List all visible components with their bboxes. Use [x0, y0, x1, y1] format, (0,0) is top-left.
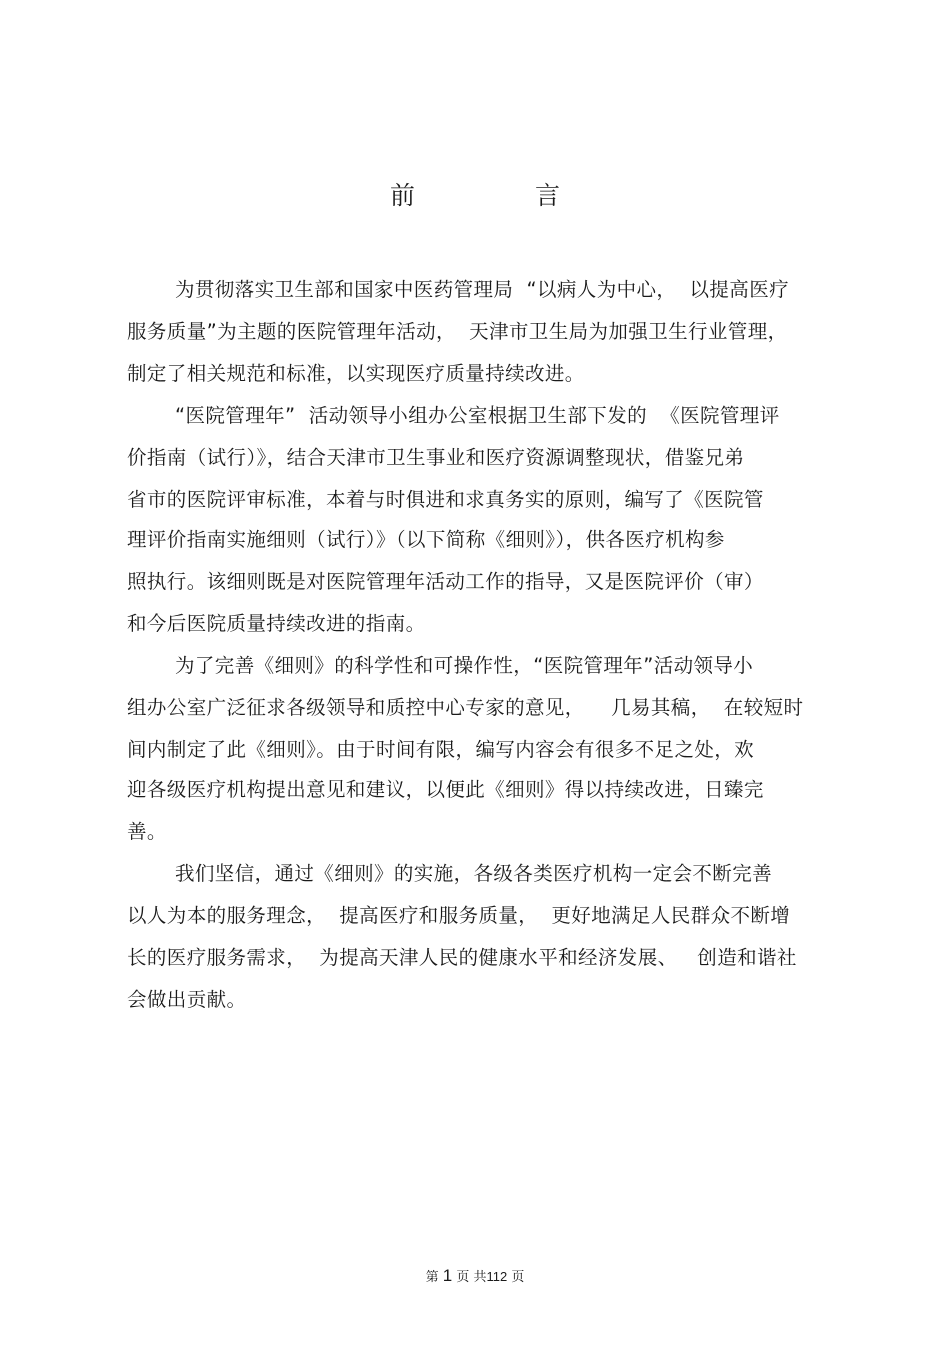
- paragraph-line: 为了完善《细则》的科学性和可操作性，“医院管理年”活动领导小: [175, 654, 754, 677]
- paragraph-line: 以人为本的服务理念， 提高医疗和服务质量， 更好地满足人民群众不断增: [127, 904, 791, 927]
- paragraph-line: 省市的医院评审标准，本着与时俱进和求真务实的原则，编写了《医院管: [127, 488, 764, 511]
- paragraph-line: 我们坚信，通过《细则》的实施，各级各类医疗机构一定会不断完善: [175, 862, 773, 885]
- paragraph-line: 制定了相关规范和标准，以实现医疗质量持续改进。: [127, 362, 585, 385]
- paragraph-line: 为贯彻落实卫生部和国家中医药管理局 “以病人为中心， 以提高医疗: [175, 278, 789, 301]
- paragraph-line: 迎各级医疗机构提出意见和建议，以便此《细则》得以持续改进，日臻完: [127, 778, 764, 801]
- paragraph-line: 理评价指南实施细则（试行）》（以下简称《细则》），供各医疗机构参: [127, 528, 725, 551]
- footer-prefix: 第: [425, 1270, 443, 1285]
- paragraph-line: 间内制定了此《细则》。由于时间有限，编写内容会有很多不足之处，欢: [127, 738, 755, 761]
- paragraph-line: 价指南（试行）》，结合天津市卫生事业和医疗资源调整现状，借鉴兄弟: [127, 446, 745, 469]
- footer-middle: 页 共: [452, 1270, 487, 1285]
- page-footer: [0, 1266, 950, 1288]
- page-number: 1: [442, 1266, 453, 1285]
- paragraph-line: 照执行。该细则既是对医院管理年活动工作的指导，又是医院评价（审）: [127, 570, 764, 593]
- paragraph-line: 组办公室广泛征求各级领导和质控中心专家的意见， 几易其稿， 在较短时: [127, 696, 804, 719]
- page-total: 112: [486, 1269, 508, 1284]
- paragraph-line: 长的医疗服务需求， 为提高天津人民的健康水平和经济发展、 创造和谐社: [127, 946, 797, 969]
- paragraph-line: 服务质量”为主题的医院管理年活动， 天津市卫生局为加强卫生行业管理，: [127, 320, 788, 343]
- paragraph-line: “医院管理年” 活动领导小组办公室根据卫生部下发的 《医院管理评: [175, 404, 780, 427]
- paragraph-line: 和今后医院质量持续改进的指南。: [127, 612, 426, 635]
- footer-suffix: 页: [507, 1270, 525, 1285]
- page-title: 前 言: [390, 181, 616, 210]
- paragraph-line: 善。: [127, 820, 167, 843]
- paragraph-line: 会做出贡献。: [127, 988, 247, 1011]
